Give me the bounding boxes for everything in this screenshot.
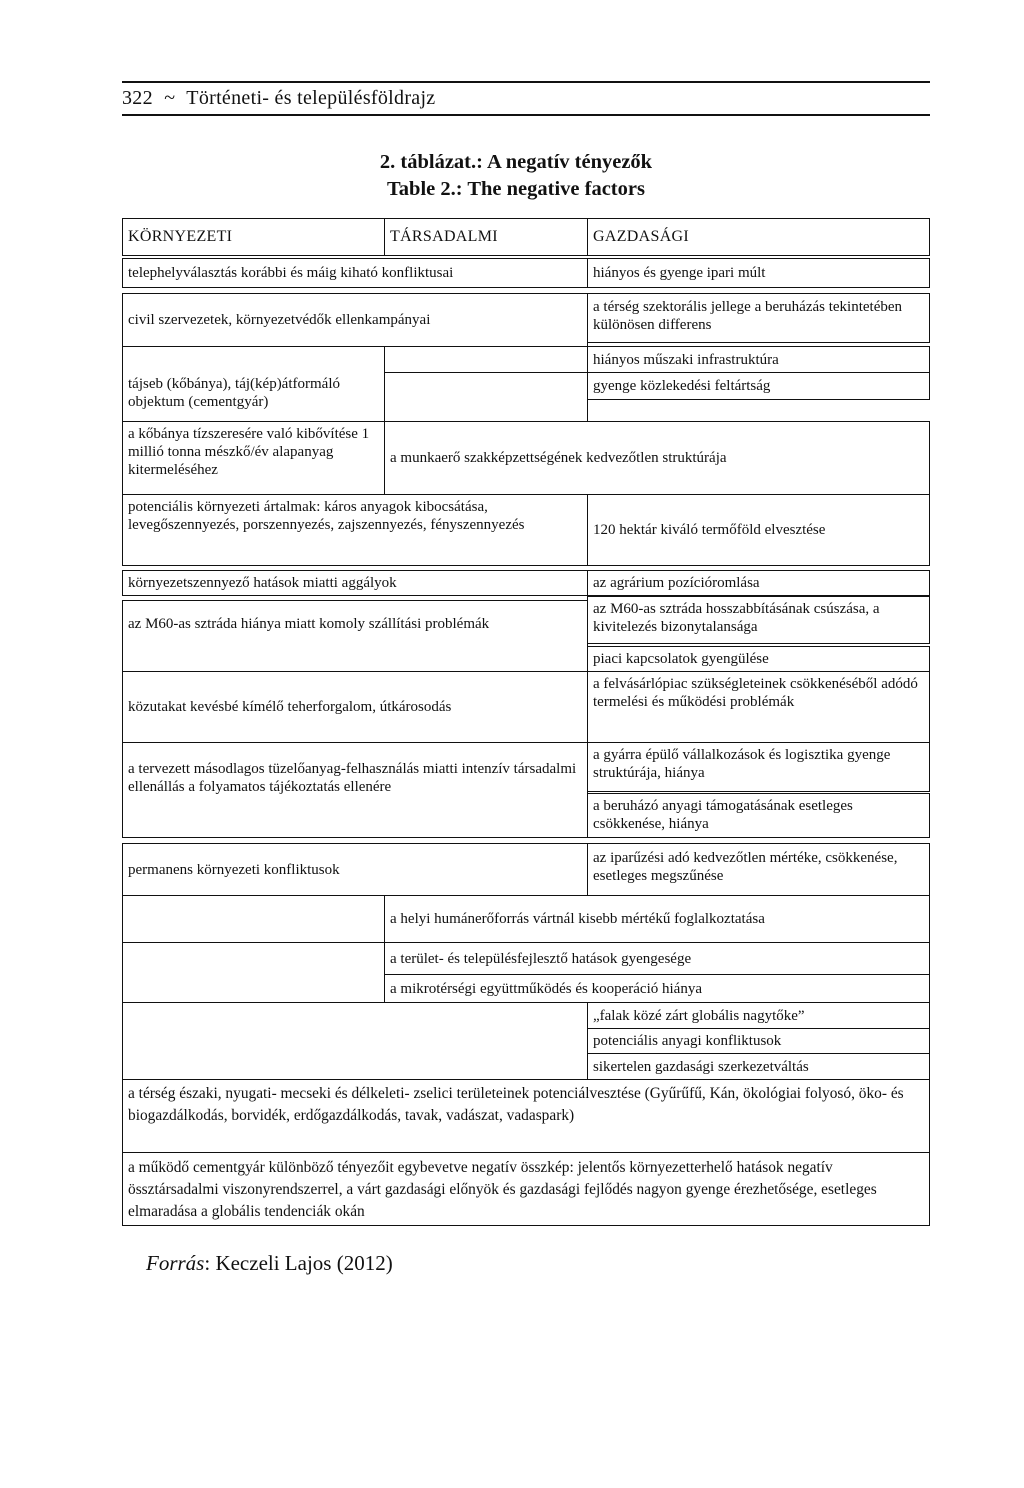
- cell-r3-soc: [384, 372, 588, 422]
- page-number: 322: [122, 87, 153, 109]
- cell-r8-eco: a felvásárlópiac szükségleteinek csökkenéséből adódó termelési és működési problémák: [587, 671, 930, 743]
- column-header-env: KÖRNYEZETI: [122, 218, 385, 256]
- cell-r1-env-soc: telephelyválasztás korábbi és máig kiható konfliktusai: [122, 258, 588, 288]
- cell-r15-full: a működő cementgyár különböző tényezőit egybevetve negatív összkép: jelentős környezetterhelő hatások negatív össztársadalmi viszonyrendszerrel, a várt gazdasági előnyök és gazdasági fejlődés nagyon gyenge érezhetősége, esetleges elmaradása a globális tendenciák okán: [122, 1152, 930, 1226]
- cell-r13-eco-b: potenciális anyagi konfliktusok: [587, 1028, 930, 1054]
- source-text: : Keczeli Lajos (2012): [204, 1251, 393, 1275]
- cell-r12-soc-eco-a: a terület- és településfejlesztő hatások gyengesége: [384, 942, 930, 975]
- running-title: Történeti- és településföldrajz: [186, 87, 436, 109]
- cell-r10-env-soc: permanens környezeti konfliktusok: [122, 843, 588, 896]
- table-title-en: Table 2.: The negative factors: [387, 178, 645, 200]
- cell-r4-env: a kőbánya tízszeresére való kibővítése 1 millió tonna mészkő/év alapanyag kitermeléséhez: [122, 421, 385, 495]
- cell-r7-env-soc: az M60-as sztráda hiánya miatt komoly szállítási problémák: [122, 600, 588, 672]
- cell-r11-soc-eco: a helyi humánerőforrás vártnál kisebb mértékű foglalkoztatása: [384, 895, 930, 943]
- cell-r14-full: a térség északi, nyugati- mecseki és délkeleti- zselici területeinek potenciálvesztése (Gyűrűfű, Kán, ökológiai folyosó, öko- és biogazdálkodás, borvidék, erdőgazdálkodás, tavak, vadászat, vadaspark): [122, 1079, 930, 1153]
- cell-r11-env-empty: [122, 895, 385, 943]
- cell-r8-env-soc: közutakat kevésbé kímélő teherforgalom, útkárosodás: [122, 671, 588, 743]
- cell-r6-eco: az agrárium pozícióromlása: [587, 570, 930, 596]
- cell-r7-eco-a: az M60-as sztráda hosszabbításának csúszása, a kivitelezés bizonytalansága: [587, 596, 930, 644]
- cell-r3-env: tájseb (kőbánya), táj(kép)átformáló objektum (cementgyár): [122, 346, 385, 422]
- cell-r6-env-soc: környezetszennyező hatások miatti aggályok: [122, 570, 588, 596]
- header-separator: ~: [164, 87, 176, 109]
- source-note: [146, 1250, 393, 1276]
- source-label: Forrás: [146, 1251, 205, 1275]
- cell-r1-eco: hiányos és gyenge ipari múlt: [587, 258, 930, 288]
- column-header-eco: GAZDASÁGI: [587, 218, 930, 256]
- cell-r10-eco: az iparűzési adó kedvezőtlen mértéke, csökkenése, esetleges megszűnése: [587, 843, 930, 896]
- cell-r13-env-soc-empty: [122, 1002, 588, 1080]
- cell-r9-env-soc: a tervezett másodlagos tüzelőanyag-felhasználás miatti intenzív társadalmi ellenállás a folyamatos tájékoztatás ellenére: [122, 742, 588, 838]
- table-title-hu: 2. táblázat.: A negatív tényezők: [379, 151, 653, 173]
- cell-r7-eco-b: piaci kapcsolatok gyengülése: [587, 646, 930, 672]
- cell-r13-eco-a: „falak közé zárt globális nagytőke”: [587, 1002, 930, 1029]
- cell-r3-eco-a: hiányos műszaki infrastruktúra: [587, 346, 930, 373]
- cell-r4-soc-eco: a munkaerő szakképzettségének kedvezőtlen struktúrája: [384, 421, 930, 495]
- cell-r9-eco-b: a beruházó anyagi támogatásának esetleges csökkenése, hiánya: [587, 793, 930, 838]
- cell-r5-eco: 120 hektár kiváló termőföld elvesztése: [587, 494, 930, 566]
- cell-r5-env-soc: potenciális környezeti ártalmak: káros anyagok kibocsátása, levegőszennyezés, porszennyezés, zajszennyezés, fényszennyezés: [122, 494, 588, 566]
- column-header-soc: TÁRSADALMI: [384, 218, 588, 256]
- cell-r2-env-soc: civil szervezetek, környezetvédők ellenkampányai: [122, 293, 588, 347]
- cell-r2-eco: a térség szektorális jellege a beruházás tekintetében különösen differens: [587, 293, 930, 343]
- header-rule-bottom: [122, 114, 930, 116]
- cell-r9-eco-a: a gyárra épülő vállalkozások és logisztika gyenge struktúrája, hiánya: [587, 742, 930, 792]
- cell-r12-env-empty: [122, 942, 385, 1003]
- cell-r12-soc-eco-b: a mikrotérségi együttműködés és kooperáció hiánya: [384, 974, 930, 1003]
- header-rule-top: [122, 81, 930, 83]
- cell-r3-eco-b: gyenge közlekedési feltártság: [587, 372, 930, 400]
- cell-r13-eco-c: sikertelen gazdasági szerkezetváltás: [587, 1053, 930, 1080]
